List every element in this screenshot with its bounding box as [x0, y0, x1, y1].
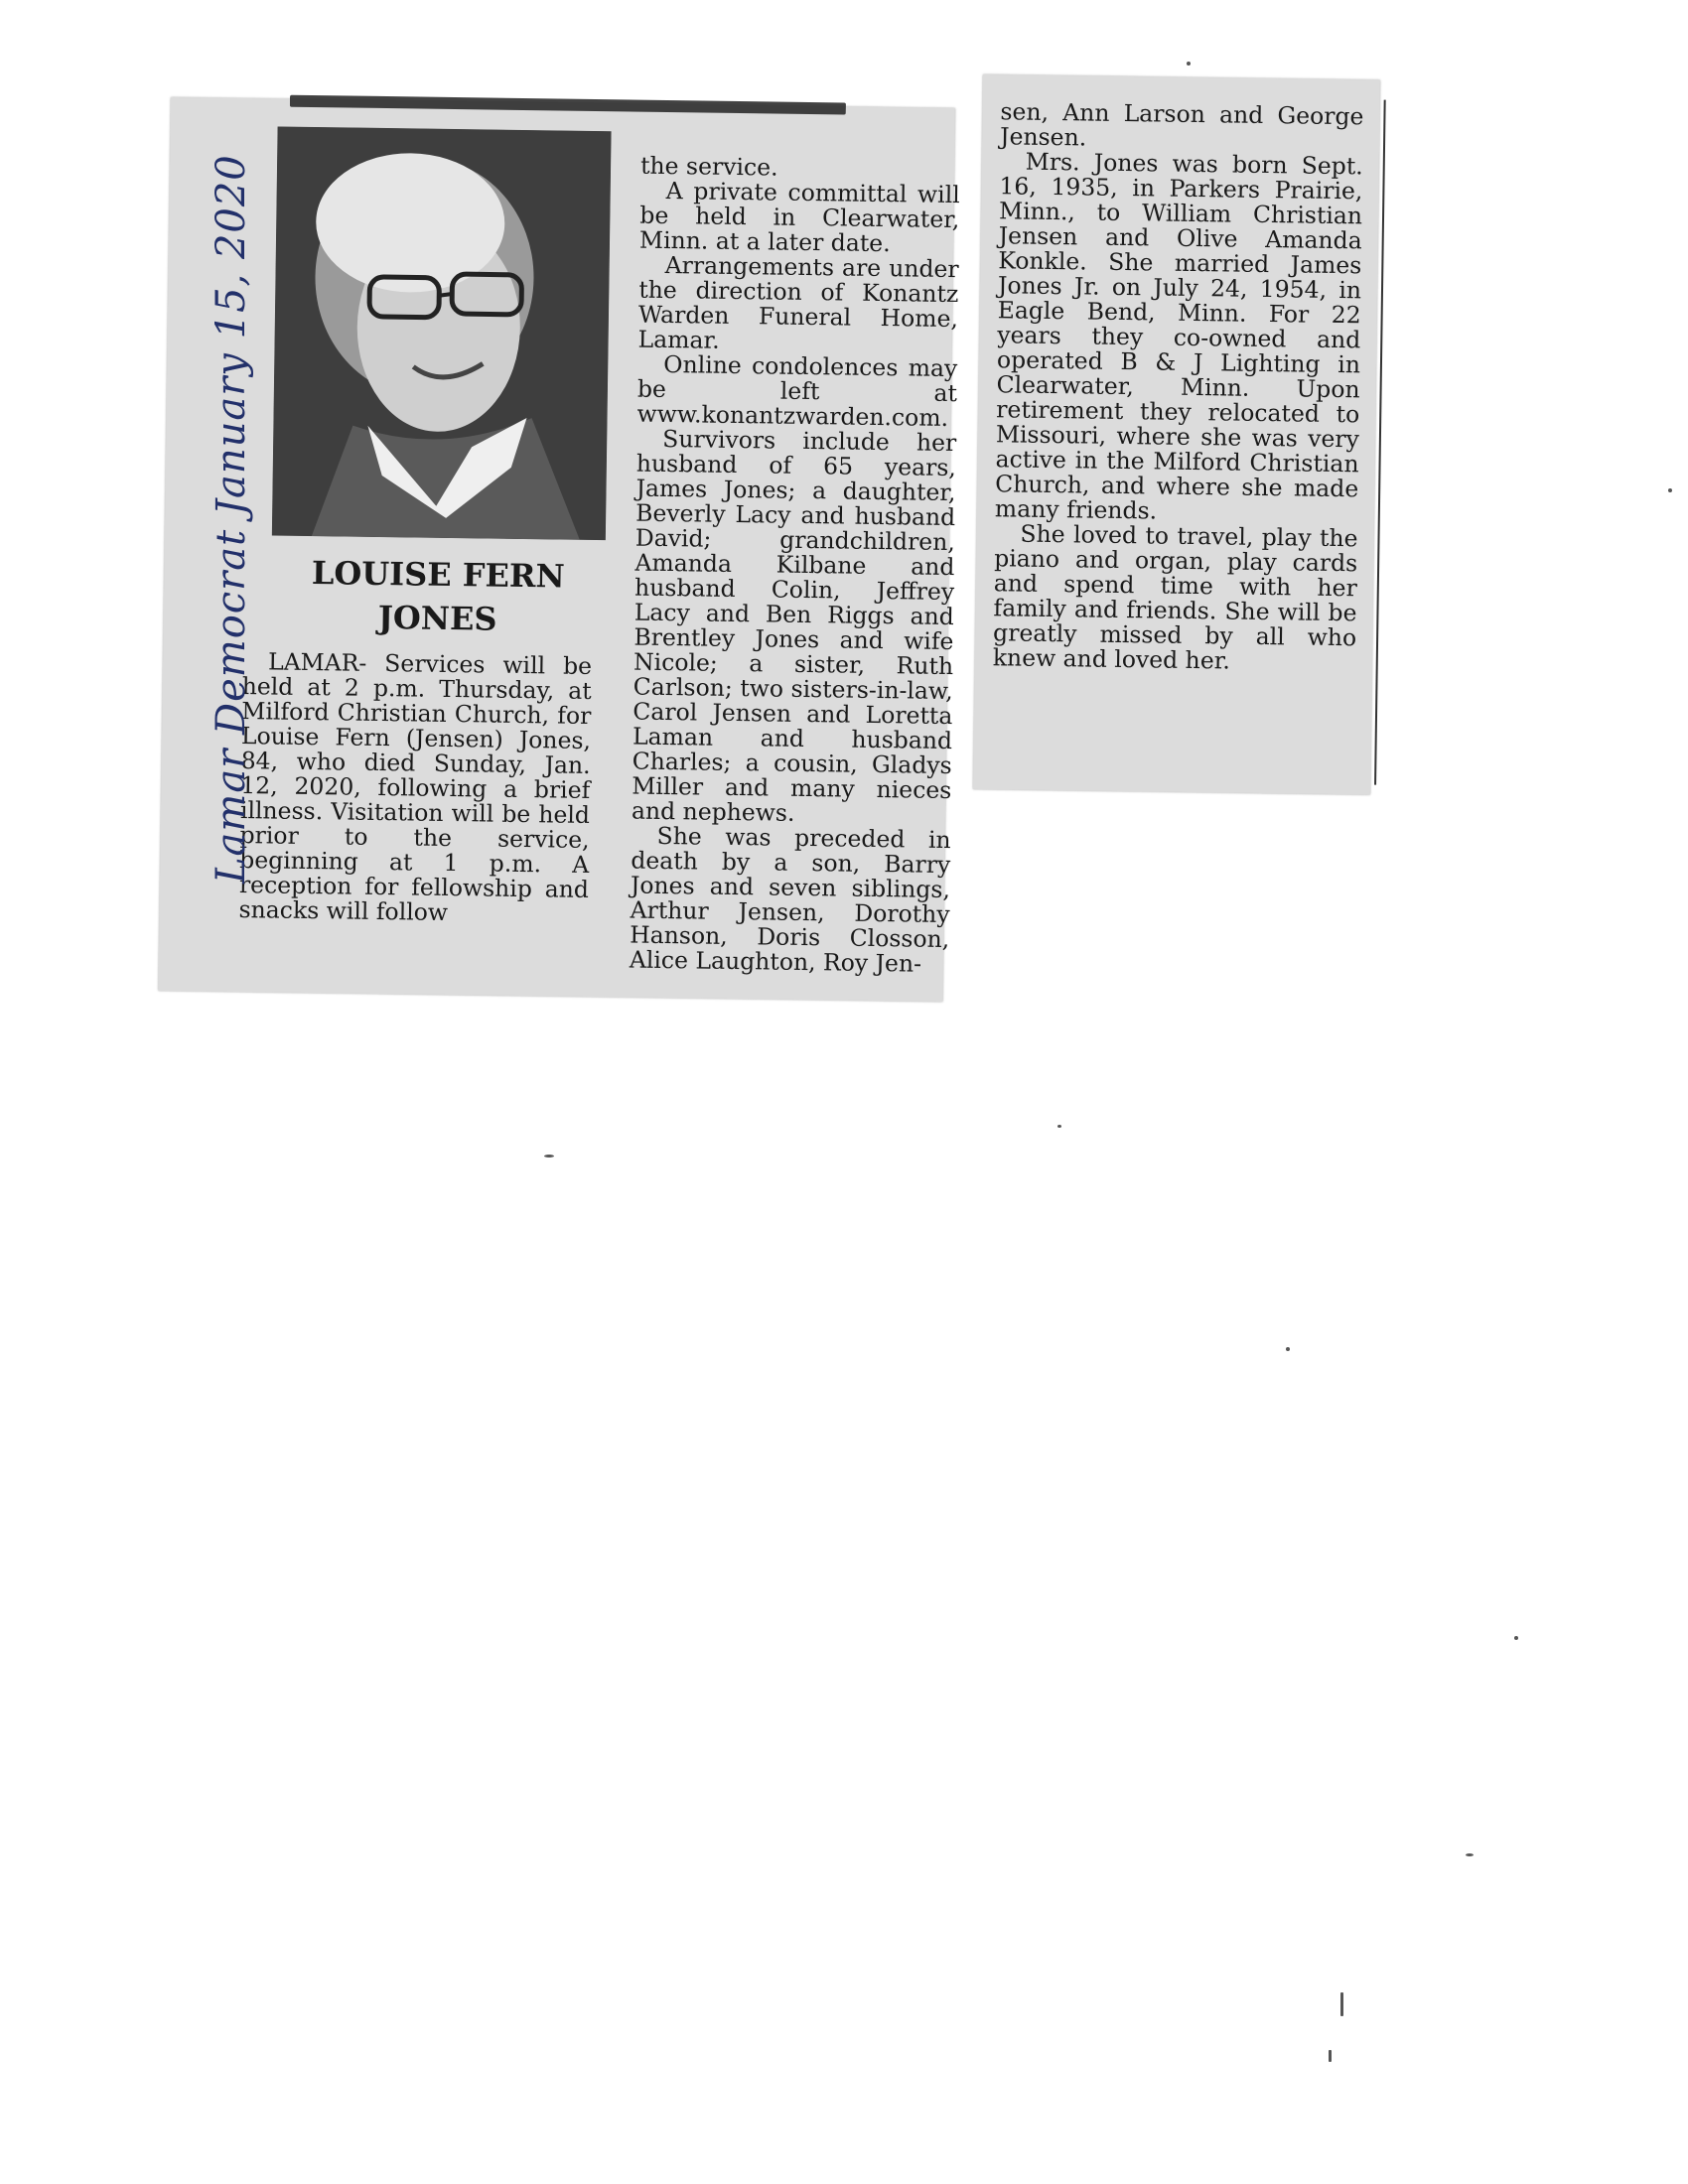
scan-speck: [1329, 2050, 1332, 2062]
paragraph: She loved to travel, play the piano and organ, play cards and spend time with her family and friends. She will be greatly missed by all who knew and loved her.: [992, 519, 1358, 675]
scan-speck: [1668, 488, 1672, 492]
paragraph: Survivors include her husband of 65 years, James Jones; a daughter, Beverly Lacy and husband David; grandchildren, Amanda Kilbane and husband Colin, Jeffrey Lacy and Ben Riggs and Brentley Jones and wife Nicole; a sister, Ruth Carlson; two sisters-in-law, Carol Jensen and Loretta Laman and husband Charles; a cousin, Gladys Miller and many nieces and nephews.: [631, 424, 957, 827]
column-rule: [1374, 100, 1386, 785]
scan-speck: [1340, 1992, 1343, 2016]
obituary-column-1: [238, 649, 592, 927]
paragraph: the service.: [639, 151, 778, 182]
scan-speck: [1286, 1347, 1290, 1351]
newspaper-clipping-right: [973, 74, 1380, 795]
obituary-headline: [270, 550, 605, 642]
scan-speck: [1466, 1853, 1474, 1856]
paragraph: A private committal will be held in Clearwater, Minn. at a later date.: [638, 176, 960, 258]
paragraph: She was preceded in death by a son, Barry Jones and seven siblings, Arthur Jensen, Dorothy Hanson, Doris Closson, Alice Laughton, Roy Jen-: [629, 821, 951, 978]
headline-line-2: JONES: [377, 598, 497, 638]
newspaper-clipping-left: [158, 97, 960, 1002]
paragraph: Online condolences may be left at www.konantzwarden.com.: [636, 349, 958, 432]
handwritten-date-note: Lamar Democrat January 15, 2020: [209, 154, 254, 884]
obituary-column-2: [629, 151, 960, 978]
scan-speck: [544, 1155, 554, 1158]
cut-off-text-fragment: [290, 91, 846, 117]
paragraph: Mrs. Jones was born Sept. 16, 1935, in Parkers Prairie, Minn., to William Christian Jensen and Olive Amanda Konkle. She married James Jones Jr. on July 24, 1954, in Eagle Bend, Minn. For 22 years they co-owned and operated B & J Lighting in Clearwater, Minn. Upon retirement they relocated to Missouri, where she was very active in the Milford Christian Church, and where she made many friends.: [994, 147, 1363, 525]
obituary-column-3: [993, 99, 1364, 675]
scan-speck: [1057, 1125, 1061, 1128]
paragraph: Arrangements are under the direction of Konantz Warden Funeral Home, Lamar.: [637, 250, 959, 354]
paragraph: LAMAR- Services will be held at 2 p.m. Thursday, at Milford Christian Church, for Louise Fern (Jensen) Jones, 84, who died Sunday, Jan. 12, 2020, following a brief illness. Visitation will be held prior to the service, beginning at 1 p.m. A reception for fellowship and snacks will follow: [238, 647, 593, 926]
headline-line-1: LOUISE FERN: [311, 554, 565, 596]
paragraph: sen, Ann Larson and George Jensen.: [999, 97, 1364, 152]
scan-speck: [1187, 62, 1191, 66]
portrait-photo: [272, 127, 612, 541]
scan-speck: [1514, 1636, 1518, 1640]
